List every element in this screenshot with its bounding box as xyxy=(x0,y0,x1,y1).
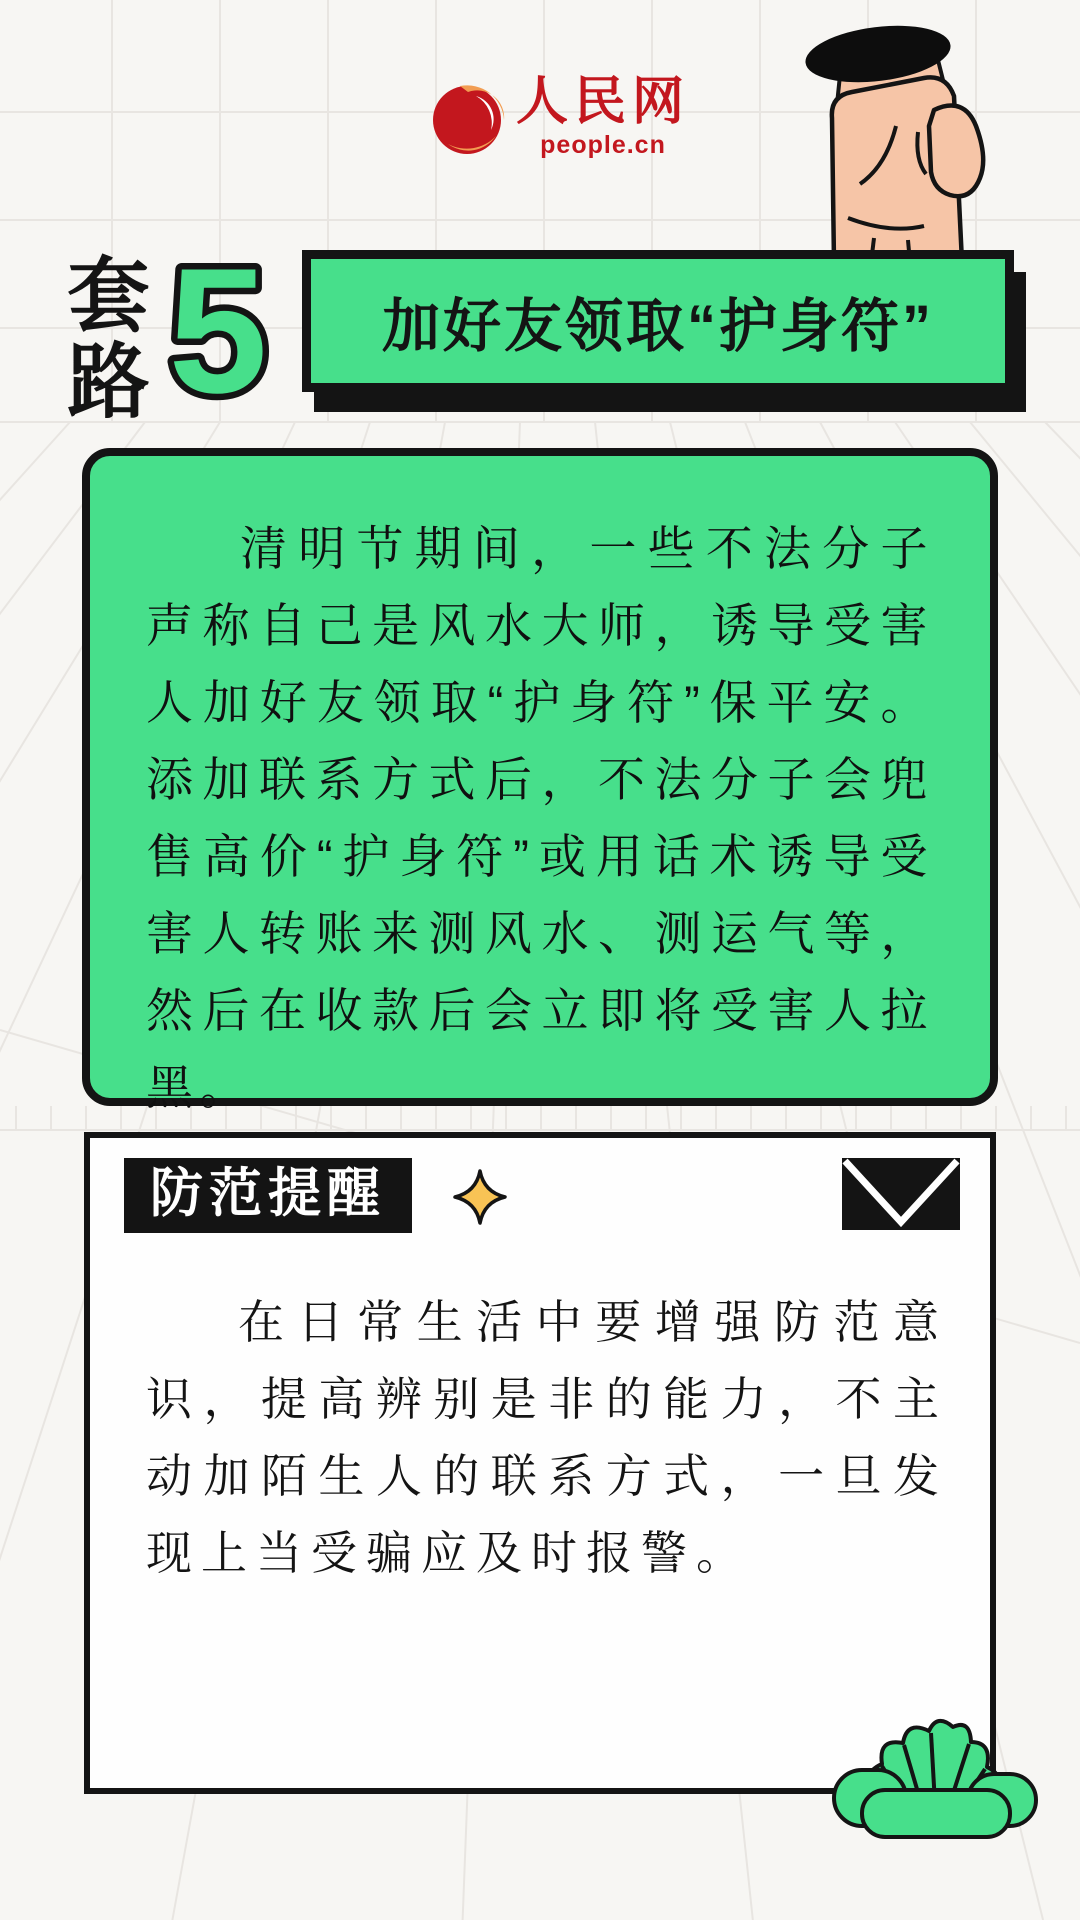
bush-icon xyxy=(830,1712,1040,1840)
trick-number xyxy=(156,231,280,430)
trick-word: 套路 xyxy=(56,252,147,424)
title-banner xyxy=(302,250,1014,392)
banner-title: 加好友领取“护身符” xyxy=(381,294,934,359)
people-cn-globe-icon xyxy=(430,74,508,160)
sparkle-icon xyxy=(452,1168,508,1226)
svg-text:5: 5 xyxy=(168,231,268,430)
intro-card xyxy=(82,448,998,1114)
fist-illustration xyxy=(798,14,1013,264)
reminder-card xyxy=(84,1132,996,1794)
brand-domain: people.cn xyxy=(540,131,666,159)
brand-name: 人民网 xyxy=(516,73,691,131)
brand-logo xyxy=(430,74,690,160)
envelope-icon xyxy=(842,1158,960,1230)
reminder-text: 在日常生活中要增强防范意识，提高辨别是非的能力，不主动加陌生人的联系方式，一旦发现上当受骗应及时报警。 xyxy=(146,1296,948,1579)
reminder-label: 防范提醒 xyxy=(124,1158,412,1233)
intro-text: 清明节期间，一些不法分子声称自己是风水大师，诱导受害人加好友领取“护身符”保平安。添加联系方式后，不法分子会兜售高价“护身符”或用话术诱导受害人转账来测风水、测运气等，然后在收款后会立即将受害人拉黑。 xyxy=(146,522,934,1114)
